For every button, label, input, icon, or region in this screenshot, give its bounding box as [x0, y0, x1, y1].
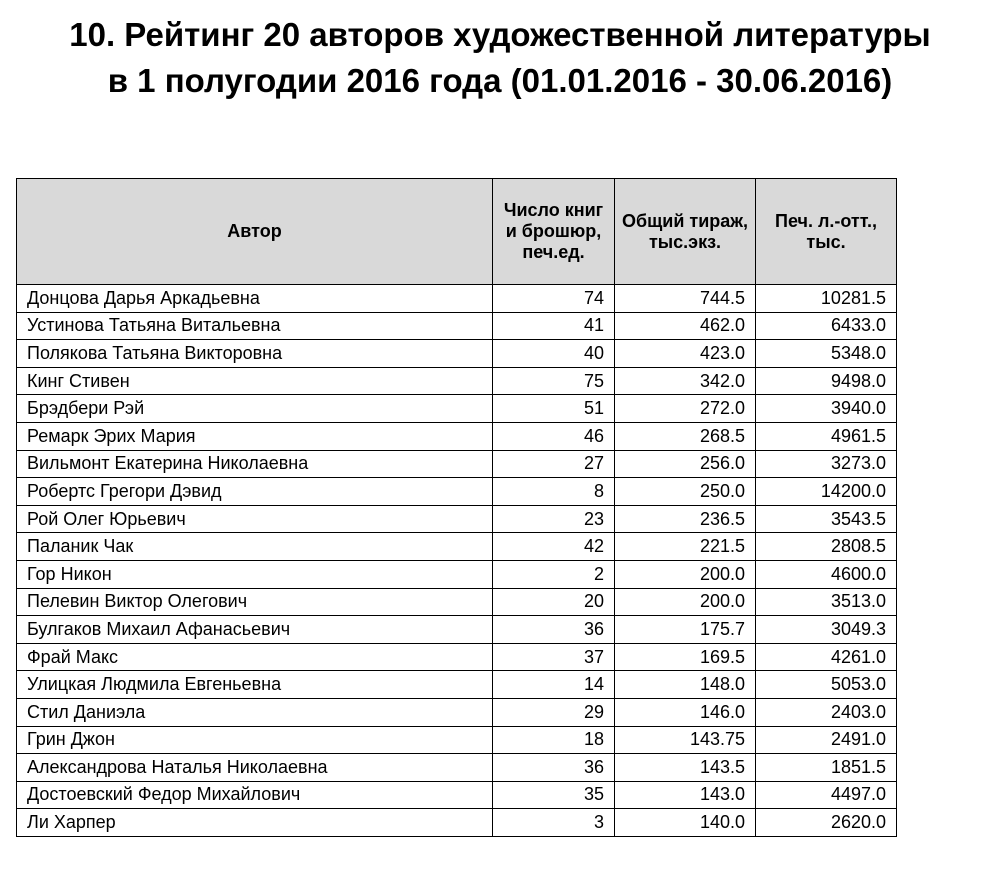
table-row [17, 560, 897, 588]
cell-author: Грин Джон [17, 726, 493, 754]
cell-printed-sheets: 4961.5 [756, 422, 897, 450]
cell-books: 29 [493, 698, 615, 726]
column-header-circulation: Общий тираж, тыс.экз. [615, 179, 756, 285]
cell-author: Вильмонт Екатерина Николаевна [17, 450, 493, 478]
table-row [17, 395, 897, 423]
cell-printed-sheets: 2403.0 [756, 698, 897, 726]
cell-books: 3 [493, 809, 615, 837]
cell-printed-sheets: 2620.0 [756, 809, 897, 837]
cell-circulation: 143.0 [615, 781, 756, 809]
cell-circulation: 148.0 [615, 671, 756, 699]
cell-circulation: 200.0 [615, 588, 756, 616]
cell-author: Ремарк Эрих Мария [17, 422, 493, 450]
cell-circulation: 221.5 [615, 533, 756, 561]
cell-author: Ли Харпер [17, 809, 493, 837]
title-line-1: 10. Рейтинг 20 авторов художественной литературы [69, 16, 931, 53]
title-line-2: в 1 полугодии 2016 года (01.01.2016 - 30.06.2016) [107, 62, 893, 99]
cell-circulation: 423.0 [615, 340, 756, 368]
cell-books: 40 [493, 340, 615, 368]
table-row [17, 422, 897, 450]
cell-author: Полякова Татьяна Викторовна [17, 340, 493, 368]
cell-author: Рой Олег Юрьевич [17, 505, 493, 533]
cell-printed-sheets: 1851.5 [756, 754, 897, 782]
cell-circulation: 256.0 [615, 450, 756, 478]
cell-circulation: 143.75 [615, 726, 756, 754]
cell-circulation: 272.0 [615, 395, 756, 423]
cell-books: 46 [493, 422, 615, 450]
cell-printed-sheets: 3543.5 [756, 505, 897, 533]
cell-printed-sheets: 5053.0 [756, 671, 897, 699]
cell-author: Паланик Чак [17, 533, 493, 561]
table-row [17, 340, 897, 368]
table-row [17, 698, 897, 726]
cell-books: 18 [493, 726, 615, 754]
column-header-author: Автор [17, 179, 493, 285]
cell-circulation: 143.5 [615, 754, 756, 782]
cell-author: Александрова Наталья Николаевна [17, 754, 493, 782]
cell-printed-sheets: 6433.0 [756, 312, 897, 340]
cell-author: Стил Даниэла [17, 698, 493, 726]
cell-author: Пелевин Виктор Олегович [17, 588, 493, 616]
column-header-printed-sheets: Печ. л.-отт., тыс. [756, 179, 897, 285]
cell-printed-sheets: 10281.5 [756, 285, 897, 313]
cell-author: Кинг Стивен [17, 367, 493, 395]
cell-author: Булгаков Михаил Афанасьевич [17, 616, 493, 644]
cell-books: 36 [493, 754, 615, 782]
table-row [17, 671, 897, 699]
cell-circulation: 342.0 [615, 367, 756, 395]
table-body [17, 285, 897, 837]
cell-printed-sheets: 9498.0 [756, 367, 897, 395]
table-row [17, 450, 897, 478]
cell-circulation: 146.0 [615, 698, 756, 726]
table-row [17, 781, 897, 809]
cell-circulation: 236.5 [615, 505, 756, 533]
table-row [17, 754, 897, 782]
cell-author: Достоевский Федор Михайлович [17, 781, 493, 809]
cell-books: 36 [493, 616, 615, 644]
table-row [17, 643, 897, 671]
cell-printed-sheets: 14200.0 [756, 478, 897, 506]
cell-printed-sheets: 4600.0 [756, 560, 897, 588]
cell-circulation: 744.5 [615, 285, 756, 313]
table-header-row [17, 179, 897, 285]
cell-author: Гор Никон [17, 560, 493, 588]
cell-author: Улицкая Людмила Евгеньевна [17, 671, 493, 699]
column-header-books: Число книг и брошюр, печ.ед. [493, 179, 615, 285]
cell-author: Донцова Дарья Аркадьевна [17, 285, 493, 313]
cell-printed-sheets: 3273.0 [756, 450, 897, 478]
cell-printed-sheets: 3940.0 [756, 395, 897, 423]
cell-author: Устинова Татьяна Витальевна [17, 312, 493, 340]
cell-printed-sheets: 3049.3 [756, 616, 897, 644]
cell-author: Фрай Макс [17, 643, 493, 671]
cell-books: 20 [493, 588, 615, 616]
cell-books: 74 [493, 285, 615, 313]
table-row [17, 285, 897, 313]
cell-author: Робертс Грегори Дэвид [17, 478, 493, 506]
table-row [17, 367, 897, 395]
cell-printed-sheets: 2808.5 [756, 533, 897, 561]
cell-books: 41 [493, 312, 615, 340]
cell-circulation: 250.0 [615, 478, 756, 506]
cell-books: 35 [493, 781, 615, 809]
table-row [17, 505, 897, 533]
cell-circulation: 169.5 [615, 643, 756, 671]
table-row [17, 726, 897, 754]
table-row [17, 616, 897, 644]
cell-circulation: 268.5 [615, 422, 756, 450]
cell-printed-sheets: 4497.0 [756, 781, 897, 809]
cell-books: 23 [493, 505, 615, 533]
cell-circulation: 175.7 [615, 616, 756, 644]
cell-books: 2 [493, 560, 615, 588]
table-row [17, 809, 897, 837]
cell-printed-sheets: 5348.0 [756, 340, 897, 368]
cell-circulation: 462.0 [615, 312, 756, 340]
cell-circulation: 140.0 [615, 809, 756, 837]
cell-printed-sheets: 3513.0 [756, 588, 897, 616]
page-title [0, 12, 1000, 104]
cell-circulation: 200.0 [615, 560, 756, 588]
table-row [17, 588, 897, 616]
cell-books: 27 [493, 450, 615, 478]
table-row [17, 312, 897, 340]
cell-books: 8 [493, 478, 615, 506]
cell-books: 14 [493, 671, 615, 699]
table-row [17, 478, 897, 506]
cell-books: 75 [493, 367, 615, 395]
rating-table [16, 178, 897, 837]
cell-author: Брэдбери Рэй [17, 395, 493, 423]
table-row [17, 533, 897, 561]
cell-books: 42 [493, 533, 615, 561]
cell-printed-sheets: 4261.0 [756, 643, 897, 671]
cell-printed-sheets: 2491.0 [756, 726, 897, 754]
cell-books: 37 [493, 643, 615, 671]
cell-books: 51 [493, 395, 615, 423]
